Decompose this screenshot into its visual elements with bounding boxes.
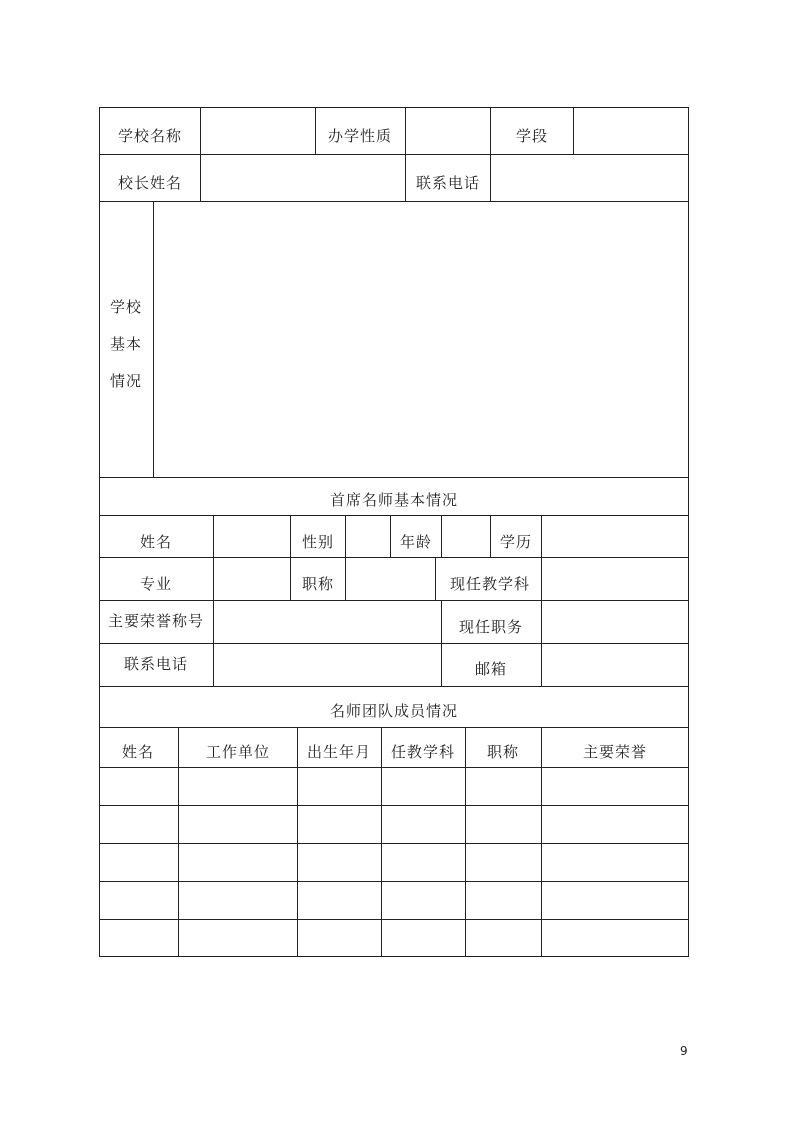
col-divider [490,107,491,154]
col-divider [435,557,436,600]
lead-teacher-phone-label: 联系电话 [123,655,189,673]
col-divider [178,727,179,957]
row-divider [99,643,689,644]
label-line: 情况 [109,372,143,390]
col-divider [405,107,406,154]
col-divider [213,600,214,686]
team-column-header: 任教学科 [390,743,456,761]
row-divider [99,154,689,155]
row-divider [99,515,689,516]
col-divider [490,515,491,557]
team-column-header: 工作单位 [205,743,271,761]
education-label: 学历 [499,533,533,551]
title-label: 职称 [301,575,335,593]
team-section-title: 名师团队成员情况 [329,702,459,720]
row-divider [99,557,689,558]
row-divider [99,843,689,844]
principal-name-label: 校长姓名 [117,174,183,192]
school-name-label: 学校名称 [117,127,183,145]
honors-label: 主要荣誉称号 [107,612,205,630]
current-position-label: 现任职务 [458,618,524,636]
col-divider [290,515,291,557]
col-divider [573,107,574,154]
col-divider [405,154,406,201]
col-divider [541,600,542,686]
team-column-header: 出生年月 [306,743,372,761]
page-number: 9 [680,1044,688,1058]
col-divider [541,557,542,600]
label-line: 学校 [109,298,143,316]
col-divider [297,727,298,957]
school-basic-info-label [110,298,142,409]
col-divider [200,107,201,154]
row-divider [99,881,689,882]
team-column-header: 姓名 [121,743,155,761]
col-divider [441,515,442,557]
col-divider [381,727,382,957]
row-divider [99,727,689,728]
col-divider [465,727,466,957]
gender-label: 性别 [301,533,335,551]
col-divider [345,557,346,600]
row-divider [99,767,689,768]
team-column-header: 职称 [486,743,520,761]
team-column-header: 主要荣誉 [582,743,648,761]
row-divider [99,600,689,601]
col-divider [490,154,491,201]
school-nature-label: 办学性质 [327,127,393,145]
col-divider [315,107,316,154]
row-divider [99,805,689,806]
row-divider [99,919,689,920]
col-divider [541,515,542,557]
row-divider [99,201,689,202]
major-label: 专业 [139,575,173,593]
age-label: 年龄 [399,533,433,551]
col-divider [541,727,542,957]
school-stage-label: 学段 [515,127,549,145]
current-subject-label: 现任教学科 [449,575,531,593]
col-divider [213,515,214,557]
col-divider [345,515,346,557]
label-line: 基本 [109,335,143,353]
col-divider [290,557,291,600]
row-divider [99,477,689,478]
col-divider [153,201,154,477]
col-divider [390,515,391,557]
application-form-table [99,107,689,957]
lead-teacher-section-title: 首席名师基本情况 [329,491,459,509]
name-label: 姓名 [139,533,173,551]
school-phone-label: 联系电话 [415,174,481,192]
col-divider [213,557,214,600]
email-label: 邮箱 [474,660,508,678]
col-divider [200,154,201,201]
row-divider [99,686,689,687]
col-divider [441,600,442,686]
